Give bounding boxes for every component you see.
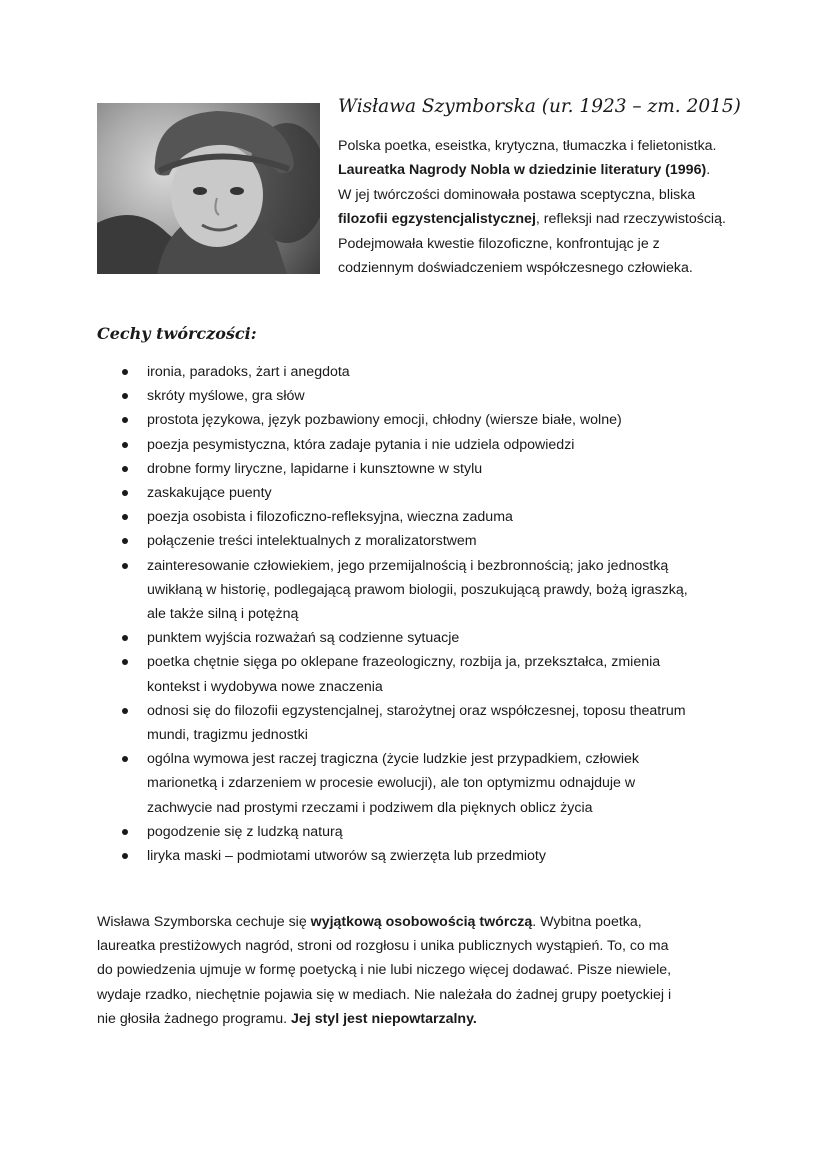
feature-line: ale także silną i potężną: [147, 606, 299, 623]
feature-line: pogodzenie się z ludzką naturą: [147, 823, 343, 840]
bio-line: codziennym doświadczeniem współczesnego człowieka.: [338, 260, 693, 277]
feature-item: [120, 820, 740, 844]
feature-line: punktem wyjścia rozważań są codzienne sytuacje: [147, 630, 460, 647]
portrait-photo: [97, 103, 320, 274]
feature-line: prostota językowa, język pozbawiony emocji, chłodny (wiersze białe, wolne): [147, 412, 622, 429]
feature-line: liryka maski – podmiotami utworów są zwierzęta lub przedmioty: [147, 848, 546, 865]
feature-item: [120, 408, 740, 432]
feature-item: [120, 650, 740, 698]
bio-line: filozofii egzystencjalistycznej, refleksji nad rzeczywistością.: [338, 211, 726, 228]
feature-item: [120, 626, 740, 650]
feature-item: [120, 433, 740, 457]
nobel-highlight: Laureatka Nagrody Nobla w dziedzinie literatury (1996): [338, 162, 707, 179]
feature-line: marionetką i zdarzeniem w procesie ewolucji), ale ton optymizmu odnajduje w: [147, 775, 636, 792]
feature-line: uwikłaną w historię, podlegającą prawom biologii, poszukującą prawdy, bożą igraszką,: [147, 581, 688, 598]
summary-paragraph: [97, 910, 737, 1031]
bio-paragraph: [338, 134, 758, 280]
page-title: Wisława Szymborska (ur. 1923 – zm. 2015): [338, 96, 741, 117]
bio-line: Polska poetka, eseistka, krytyczna, tłumaczka i felietonistka.: [338, 138, 717, 154]
feature-item: [120, 360, 740, 384]
feature-line: zaskakujące puenty: [147, 485, 272, 502]
portrait-icon: [97, 103, 320, 274]
feature-line: mundi, tragizmu jednostki: [147, 727, 308, 744]
summary-line: laureatka prestiżowych nagród, stroni od rozgłosu i unika publicznych wystąpień. To, co ma: [97, 938, 669, 955]
feature-item: [120, 384, 740, 408]
bio-line: Podejmowała kwestie filozoficzne, konfrontując je z: [338, 235, 660, 252]
feature-line: połączenie treści intelektualnych z moralizatorstwem: [147, 533, 477, 550]
philosophy-highlight: filozofii egzystencjalistycznej: [338, 211, 536, 228]
feature-item: [120, 481, 740, 505]
features-list: [120, 360, 740, 868]
feature-item: [120, 505, 740, 529]
feature-line: odnosi się do filozofii egzystencjalnej, starożytnej oraz współczesnej, toposu theatrum: [147, 702, 686, 719]
features-heading: Cechy twórczości:: [97, 324, 257, 343]
personality-highlight: wyjątkową osobowością twórczą: [310, 914, 533, 930]
feature-line: ogólna wymowa jest raczej tragiczna (życie ludzkie jest przypadkiem, człowiek: [147, 751, 640, 768]
feature-line: kontekst i wydobywa nowe znaczenia: [147, 678, 383, 695]
feature-item: [120, 699, 740, 747]
bio-line: Laureatka Nagrody Nobla w dziedzinie literatury (1996).: [338, 162, 711, 179]
feature-line: drobne formy liryczne, lapidarne i kunsztowne w stylu: [147, 460, 483, 477]
summary-line: nie głosiła żadnego programu. Jej styl jest niepowtarzalny.: [97, 1010, 477, 1027]
summary-line: do powiedzenia ujmuje w formę poetycką i nie lubi niczego więcej dodawać. Pisze niewiele,: [97, 962, 672, 979]
feature-line: poetka chętnie sięga po oklepane frazeologiczny, rozbija ja, przekształca, zmienia: [147, 654, 661, 671]
feature-line: poezja pesymistyczna, która zadaje pytania i nie udziela odpowiedzi: [147, 436, 575, 453]
feature-line: zachwycie nad prostymi rzeczami i podziwem dla pięknych oblicz życia: [147, 799, 593, 816]
feature-item: [120, 747, 740, 820]
feature-item: [120, 554, 740, 627]
feature-line: poezja osobista i filozoficzno-refleksyjna, wieczna zaduma: [147, 509, 513, 526]
feature-item: [120, 844, 740, 868]
feature-line: zainteresowanie człowiekiem, jego przemijalnością i bezbronnością; jako jednostką: [147, 557, 669, 574]
summary-line: Wisława Szymborska cechuje się wyjątkową osobowością twórczą. Wybitna poetka,: [97, 914, 642, 930]
feature-item: [120, 529, 740, 553]
feature-line: skróty myślowe, gra słów: [147, 388, 305, 405]
style-highlight: Jej styl jest niepowtarzalny.: [291, 1010, 477, 1027]
feature-item: [120, 457, 740, 481]
bio-line: W jej twórczości dominowała postawa sceptyczna, bliska: [338, 186, 696, 203]
feature-line: ironia, paradoks, żart i anegdota: [147, 364, 350, 380]
summary-line: wydaje rzadko, niechętnie pojawia się w mediach. Nie należała do żadnej grupy poetyckiej i: [97, 986, 672, 1003]
